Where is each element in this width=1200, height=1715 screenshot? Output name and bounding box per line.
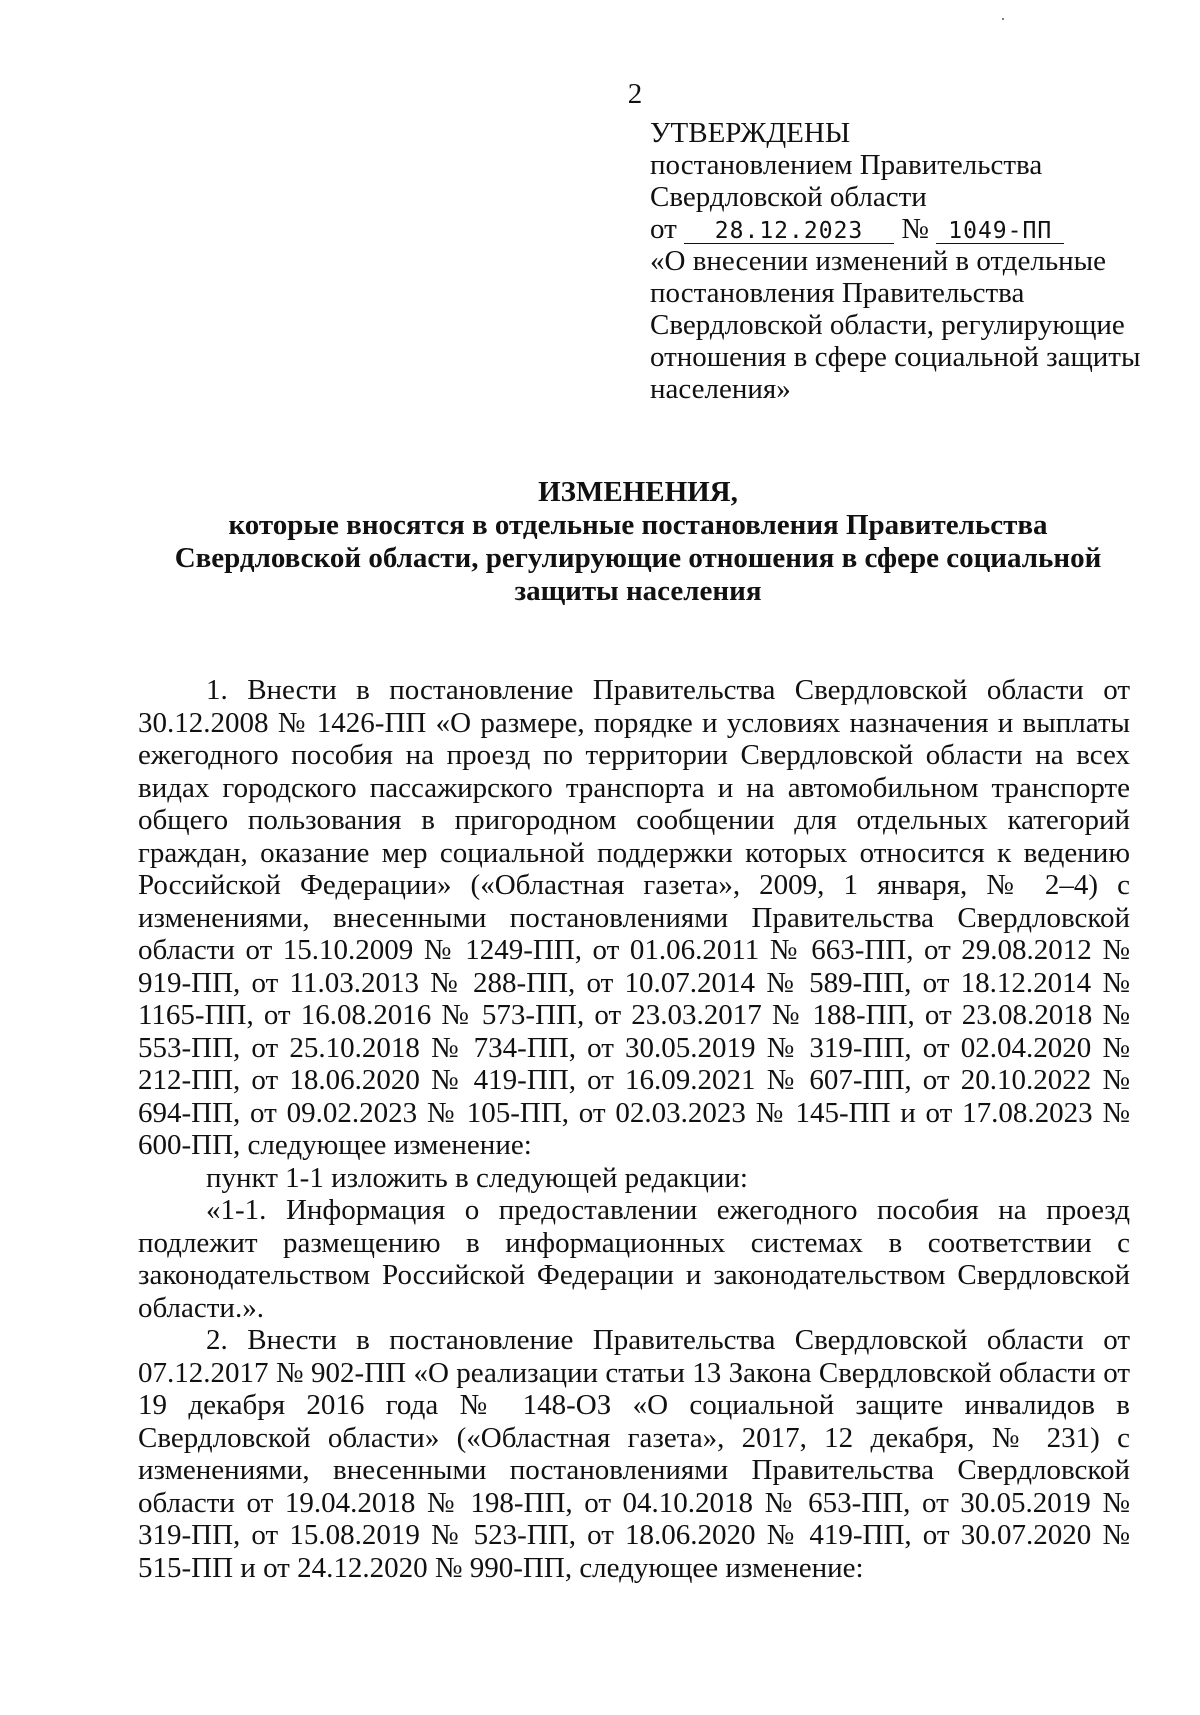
title-line-2: Свердловской области, регулирующие отношения в сфере социальной [174,542,1102,574]
approval-line-1: постановлением Правительства [650,149,1043,181]
from-label: от [650,213,677,245]
approval-line-2: Свердловской области [650,181,927,213]
number-label: № [901,213,929,245]
title-main: ИЗМЕНЕНИЯ, [538,476,738,508]
document-title [138,476,1138,608]
paragraph-2: пункт 1-1 изложить в следующей редакции: [206,1161,748,1194]
paragraph-1: 1. Внести в постановление Правительства Свердловской области от 30.12.2008 № 1426-ПП «О размере, порядке и условиях назначения и выплаты ежегодного пособия на проезд по территории Свердловской области на всех видах городского пассажирского транспорта и на автомобильном транспорте общего пользования в пригородном сообщении для отдельных категорий граждан, оказание мер социальной поддержки которых относится к ведению Российской Федерации» («Областная газета», 2009, 1 января, № 2–4) с изменениями, внесенными постановлениями Правительства Свердловской области от 15.10.2009 № 1249-ПП, от 01.06.2011 № 663-ПП, от 29.08.2012 № 919-ПП, от 11.03.2013 № 288-ПП, от 10.07.2014 № 589-ПП, от 18.12.2014 № 1165-ПП, от 16.08.2016 № 573-ПП, от 23.03.2017 № 188-ПП, от 23.08.2018 № 553-ПП, от 25.10.2018 № 734-ПП, от 30.05.2019 № 319-ПП, от 02.04.2020 № 212-ПП, от 18.06.2020 № 419-ПП, от 16.09.2021 № 607-ПП, от 20.10.2022 № 694-ПП, от 09.02.2023 № 105-ПП, от 02.03.2023 № 145-ПП и от 17.08.2023 № 600-ПП, следующее изменение: [138,674,1130,1161]
title-line-1: которые вносятся в отдельные постановления Правительства [228,509,1048,541]
title-line-3: защиты населения [514,575,762,607]
document-body [138,674,1130,1584]
approval-block [650,117,1170,405]
approval-heading: УТВЕРЖДЕНЫ [650,117,851,149]
approval-number: 1049-ПП [936,219,1064,244]
paragraph-4: 2. Внести в постановление Правительства Свердловской области от 07.12.2017 № 902-ПП «О реализации статьи 13 Закона Свердловской области от 19 декабря 2016 года № 148-ОЗ «О социальной защите инвалидов в Свердловской области» («Областная газета», 2017, 12 декабря, № 231) с изменениями, внесенными постановлениями Правительства Свердловской области от 19.04.2018 № 198-ПП, от 04.10.2018 № 653-ПП, от 30.05.2019 № 319-ПП, от 15.08.2019 № 523-ПП, от 18.06.2020 № 419-ПП, от 30.07.2020 № 515-ПП и от 24.12.2020 № 990-ПП, следующее изменение: [138,1324,1130,1584]
paragraph-3: «1-1. Информация о предоставлении ежегодного пособия на проезд подлежит размещению в информационных системах в соответствии с законодательством Российской Федерации и законодательством Свердловской области.». [138,1194,1130,1324]
approval-date-line [650,213,1170,245]
scan-dot [1002,18,1004,20]
page-number: 2 [627,78,643,110]
approval-subject: «О внесении изменений в отдельные постановления Правительства Свердловской области, регулирующие отношения в сфере социальной защиты населения» [650,245,1141,405]
approval-date: 28.12.2023 [684,219,894,244]
